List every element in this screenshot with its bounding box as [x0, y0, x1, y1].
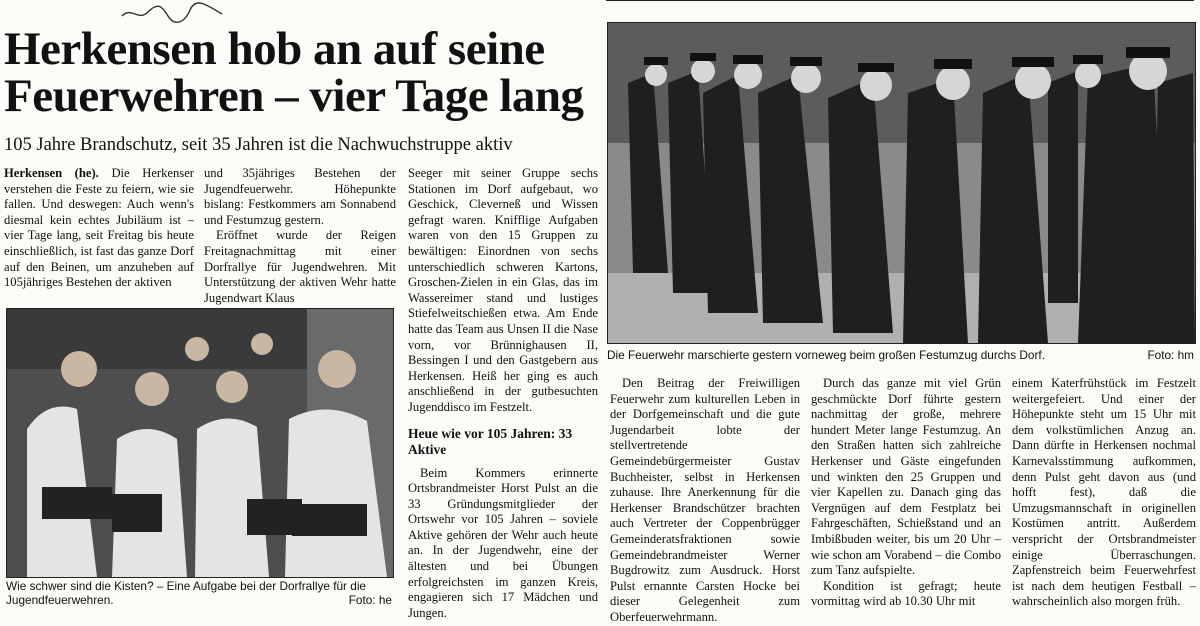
subheadline: 105 Jahre Brandschutz, seit 35 Jahren ist die Nachwuchstruppe aktiv	[4, 135, 513, 155]
photo-image	[608, 23, 1195, 343]
paragraph: Eröffnet wurde der Reigen Freitagnachmittag mit einer Dorfrallye für Jugendwehren. Mit Unterstützung der aktiven Wehr hatte Jugendwart Klaus	[204, 228, 396, 305]
photo-credit: Foto: he	[348, 593, 392, 607]
dateline: Herkensen (he).	[4, 166, 99, 180]
text-column-4	[610, 376, 800, 626]
headline-line-2: Feuerwehren – vier Tage lang	[4, 70, 584, 122]
paragraph: Den Beitrag der Freiwilligen Feuerwehr zum kulturellen Leben in der Dorfgemeinschaft und die gute Jugendarbeit lobte der stellvertretende Gemeindebürgermeister Gustav Buchheister, selbst in Herkensen zuhause. Ihre Anerkennung für die Herkenser Brandschützer brachten auch Vertreter der Coppenbrügger Gemeinderatsfraktionen sowie Gemeindebrandmeister Werner Bugdrowitz zum Ausdruck. Horst Pulst ernannte Carsten Hocke bei dieser Gelegenheit zum Oberfeuerwehrmann.	[610, 376, 800, 624]
photo-caption-left	[6, 579, 392, 607]
text-column-1	[4, 166, 194, 291]
photo-firefighters-parade	[607, 22, 1196, 344]
section-subheading: Heue wie vor 105 Jahren: 33 Aktive	[408, 425, 573, 457]
text-column-2	[204, 166, 396, 306]
paragraph: Die Herkenser verstehen die Feste zu feiern, wie sie fallen. Und deswegen: Auch wenn's diesmal kein echtes Jubiläum ist – vier Tage lang, seit Freitag bis heute einschließlich, ist fast das ganze Dorf auf den Beinen, um anzuheben auf 105jähriges Bestehen der aktiven	[4, 166, 194, 290]
paragraph: und 35jähriges Bestehen der Jugendfeuerwehr. Höhepunkte bislang: Festkommers am Sonnabend und Festumzug gestern.	[204, 166, 396, 227]
text-column-6	[1012, 376, 1196, 610]
paragraph: Kondition ist gefragt; heute vormittag wird ab 10.30 Uhr mit	[811, 578, 1001, 609]
headline-line-1: Herkensen hob an auf seine	[4, 23, 545, 75]
top-rule	[606, 0, 1194, 4]
text-column-3	[408, 166, 598, 621]
photo-caption-right	[607, 348, 1194, 362]
photo-image	[7, 309, 393, 577]
headline	[4, 23, 602, 122]
caption-text: Wie schwer sind die Kisten? – Eine Aufgabe bei der Dorfrallye für die Jugendfeuerwehren.	[6, 579, 366, 607]
photo-youth-firefighters	[6, 308, 394, 578]
paragraph: Seeger mit seiner Gruppe sechs Stationen im Dorf aufgebaut, wo Geschick, Cleverneß und Wissen gefragt waren. Knifflige Aufgaben waren von den 15 Gruppen zu bewältigen: Einordnen von sechs unterschiedlich schweren Kartons, Groschen-Zielen in ein Glas, das im Wassereimer stand und lustiges Stiefelweitschießen etwa. Am Ende hatte das Team aus Unsen II die Nase vorn, vor Brünnighausen II, Bessingen I und den Gastgebern aus Herkensen. Heiß her ging es auch anschließend in der gutbesuchten Jugenddisco im Festzelt.	[408, 166, 598, 414]
paragraph: Beim Kommers erinnerte Ortsbrandmeister Horst Pulst an die 33 Gründungsmitglieder der Ortswehr vor 105 Jahren – soviele Aktive gehören der Wehr auch heute an. In der Jugendwehr, eine der ältesten und bei Übungen erfolgreichsten im ganzen Kreis, engagieren sich 17 Mädchen und Jungen.	[408, 465, 598, 620]
paragraph: einem Katerfrühstück im Festzelt weitergefeiert. Und einer der Höhepunkte steht um 15 Uhr mit dem volkstümlichen Anzug an. Dann dürfte in Herkensen nochmal Karnevalsstimmung aufkommen, denn Pulst geht davon aus (und hofft fest), daß die Umzugsmannschaft in originellen Kostümen antritt. Außerdem verspricht der Ortsbrandmeister einige Überraschungen. Zapfenstreich beim Feuerwehrfest ist nach dem heutigen Festball – wahrscheinlich also morgen früh.	[1012, 376, 1196, 609]
paragraph: Durch das ganze mit viel Grün geschmückte Dorf führte gestern nachmittag der große, mehrere hundert Meter lange Festumzug. An den Straßen hatten sich zahlreiche Herkenser und Gäste eingefunden und winkten den 25 Gruppen und vier Kapellen zu. Danach ging das Vergnügen auf dem Festplatz bei Fahrgeschäften, Schießstand und an Imbißbuden weiter, bis um 20 Uhr – wie schon am Vorabend – die Combo zum Tanz aufspielte.	[811, 376, 1001, 578]
text-column-5	[811, 376, 1001, 610]
handwritten-signature	[118, 2, 228, 24]
caption-text: Die Feuerwehr marschierte gestern vorneweg beim großen Festumzug durchs Dorf.	[607, 348, 1045, 362]
photo-credit: Foto: hm	[1147, 348, 1194, 362]
